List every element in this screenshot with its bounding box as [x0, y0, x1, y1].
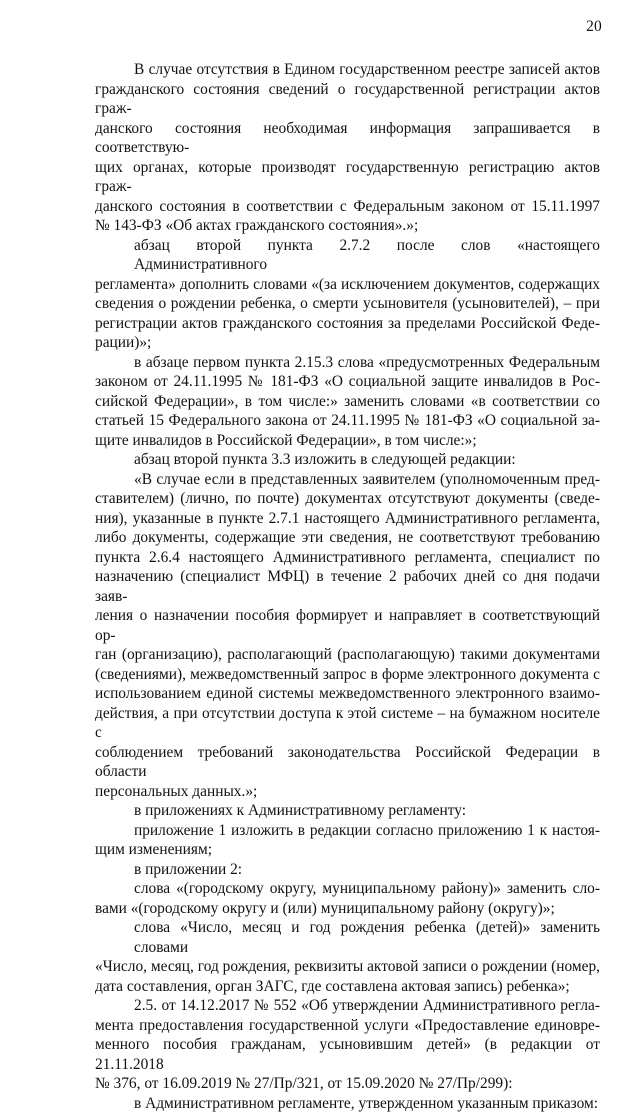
text-line: № 143-ФЗ «Об актах гражданского состояния».»;	[95, 216, 600, 236]
text-line: сийской Федерации», в том числе:» заменить словами «в соответствии со	[95, 392, 600, 412]
text-line: сведения о рождении ребенка, о смерти усыновителя (усыновителей), – при	[95, 294, 600, 314]
text-line: В случае отсутствия в Едином государственном реестре записей актов	[95, 60, 600, 80]
text-line: использованием единой системы межведомственного электронного взаимо-	[95, 684, 600, 704]
text-line: в абзаце первом пункта 2.15.3 слова «предусмотренных Федеральным	[95, 353, 600, 373]
document-body	[95, 60, 600, 1113]
text-line: дата составления, орган ЗАГС, где составлена актовая запись) ребенка»;	[95, 977, 600, 997]
text-line: в Административном регламенте, утвержденном указанным приказом:	[95, 1094, 600, 1113]
text-line: «В случае если в представленных заявителем (уполномоченным пред-	[95, 470, 600, 490]
text-line: 2.5. от 14.12.2017 № 552 «Об утверждении Административного регла-	[95, 996, 600, 1016]
text-line: слова «(городскому округу, муниципальному району)» заменить сло-	[95, 879, 600, 899]
text-line: рации)»;	[95, 333, 600, 353]
text-line: пункта 2.6.4 настоящего Административного регламента, специалист по	[95, 548, 600, 568]
paragraph	[95, 60, 600, 236]
text-line: (сведениями), межведомственный запрос в форме электронного документа с	[95, 665, 600, 685]
text-line: абзац второй пункта 2.7.2 после слов «настоящего Административного	[95, 236, 600, 275]
paragraph	[95, 996, 600, 1094]
paragraph	[95, 821, 600, 860]
text-line: вами «(городскому округу и (или) муниципальному району (округу)»;	[95, 899, 600, 919]
text-line: менного пособия гражданам, усыновившим детей» (в редакции от 21.11.2018	[95, 1035, 600, 1074]
paragraph	[95, 860, 600, 880]
text-line: данского состояния в соответствии с Федеральным законом от 15.11.1997	[95, 197, 600, 217]
text-line: «Число, месяц, год рождения, реквизиты актовой записи о рождении (номер,	[95, 957, 600, 977]
text-line: мента предоставления государственной услуги «Предоставление единовре-	[95, 1016, 600, 1036]
text-line: слова «Число, месяц и год рождения ребенка (детей)» заменить словами	[95, 918, 600, 957]
paragraph	[95, 1094, 600, 1113]
paragraph	[95, 236, 600, 353]
text-line: приложение 1 изложить в редакции согласно приложению 1 к настоя-	[95, 821, 600, 841]
text-line: регламента» дополнить словами «(за исключением документов, содержащих	[95, 275, 600, 295]
paragraph	[95, 918, 600, 996]
text-line: ган (организацию), располагающий (располагающую) такими документами	[95, 645, 600, 665]
text-line: соблюдением требований законодательства Российской Федерации в области	[95, 743, 600, 782]
paragraph	[95, 450, 600, 470]
paragraph	[95, 801, 600, 821]
text-line: персональных данных.»;	[95, 782, 600, 802]
text-line: гражданского состояния сведений о государственной регистрации актов граж-	[95, 80, 600, 119]
text-line: ния), указанные в пункте 2.7.1 настоящего Административного регламента,	[95, 509, 600, 529]
paragraph	[95, 353, 600, 451]
text-line: щих органах, которые производят государственную регистрацию актов граж-	[95, 158, 600, 197]
text-line: законом от 24.11.1995 № 181-ФЗ «О социальной защите инвалидов в Рос-	[95, 372, 600, 392]
text-line: действия, а при отсутствии доступа к этой системе – на бумажном носителе с	[95, 704, 600, 743]
text-line: абзац второй пункта 3.3 изложить в следующей редакции:	[95, 450, 600, 470]
text-line: назначению (специалист МФЦ) в течение 2 рабочих дней со дня подачи заяв-	[95, 567, 600, 606]
text-line: в приложениях к Административному регламенту:	[95, 801, 600, 821]
text-line: № 376, от 16.09.2019 № 27/Пр/321, от 15.09.2020 № 27/Пр/299):	[95, 1074, 600, 1094]
page-number: 20	[586, 18, 602, 36]
paragraph	[95, 470, 600, 802]
text-line: регистрации актов гражданского состояния за пределами Российской Феде-	[95, 314, 600, 334]
text-line: статьей 15 Федерального закона от 24.11.1995 № 181-ФЗ «О социальной за-	[95, 411, 600, 431]
text-line: ставителем) (лично, по почте) документах отсутствуют документы (сведе-	[95, 489, 600, 509]
text-line: в приложении 2:	[95, 860, 600, 880]
text-line: щите инвалидов в Российской Федерации», в том числе:»;	[95, 431, 600, 451]
text-line: либо документы, содержащие эти сведения, не соответствуют требованию	[95, 528, 600, 548]
text-line: данского состояния необходимая информация запрашивается в соответствую-	[95, 119, 600, 158]
text-line: щим изменениям;	[95, 840, 600, 860]
text-line: ления о назначении пособия формирует и направляет в соответствующий ор-	[95, 606, 600, 645]
paragraph	[95, 879, 600, 918]
